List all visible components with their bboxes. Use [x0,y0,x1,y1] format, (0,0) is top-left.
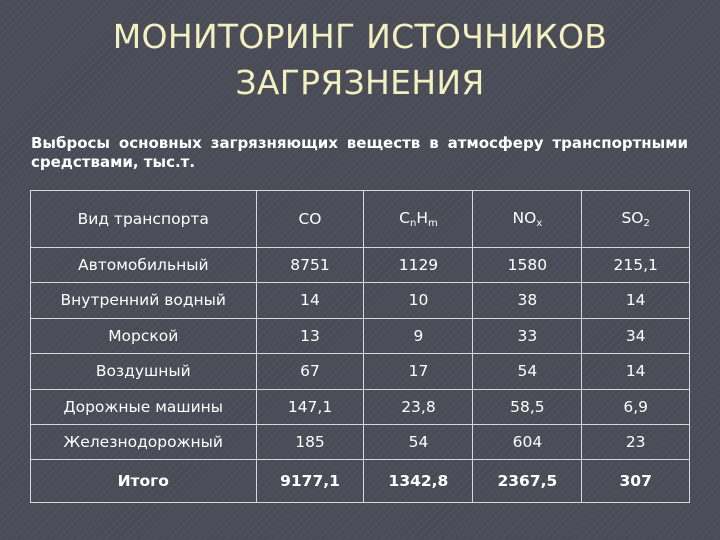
total-so2: 307 [582,460,690,503]
cell-nox: 54 [473,354,582,389]
table-row [31,354,690,389]
total-label: Итого [31,460,257,503]
cell-transport-type: Автомобильный [31,247,257,282]
header-cnhm-n: n [409,217,417,229]
header-co: CO [256,191,364,248]
cell-so2: 14 [582,283,690,318]
cell-cnhm: 1129 [364,247,473,282]
cell-transport-type: Внутренний водный [31,283,257,318]
cell-transport-type: Дорожные машины [31,389,257,424]
cell-cnhm: 54 [364,424,473,459]
table-row [31,424,690,459]
table-header-row [31,191,690,248]
header-nox-sub: x [536,217,543,229]
header-transport-type: Вид транспорта [31,191,257,248]
cell-cnhm: 17 [364,354,473,389]
total-cnhm: 1342,8 [364,460,473,503]
header-nox [473,191,582,248]
slide-title-line-2: ЗАГРЯЗНЕНИЯ [235,63,485,102]
header-so2-sub: 2 [643,217,650,229]
cell-co: 8751 [256,247,364,282]
table-row [31,318,690,353]
cell-cnhm: 10 [364,283,473,318]
cell-transport-type: Морской [31,318,257,353]
header-cnhm-h: H [416,208,428,227]
cell-so2: 34 [582,318,690,353]
cell-nox: 33 [473,318,582,353]
cell-nox: 604 [473,424,582,459]
cell-transport-type: Воздушный [31,354,257,389]
total-nox: 2367,5 [473,460,582,503]
cell-cnhm: 9 [364,318,473,353]
emissions-table [30,190,690,503]
cell-co: 147,1 [256,389,364,424]
cell-cnhm: 23,8 [364,389,473,424]
table-total-row [31,460,690,503]
header-cnhm-m: m [427,217,438,229]
table-row [31,247,690,282]
cell-so2: 6,9 [582,389,690,424]
cell-so2: 23 [582,424,690,459]
header-so2-base: SO [621,208,644,227]
table-row [31,283,690,318]
cell-co: 185 [256,424,364,459]
header-nox-base: NO [512,208,537,227]
cell-co: 13 [256,318,364,353]
header-cnhm-c: C [399,208,410,227]
table-row [31,389,690,424]
cell-transport-type: Железнодорожный [31,424,257,459]
cell-nox: 58,5 [473,389,582,424]
cell-co: 67 [256,354,364,389]
table-caption: Выбросы основных загрязняющих веществ в атмосферу транспортными средствами, тыс.т. [31,134,688,171]
cell-nox: 38 [473,283,582,318]
slide-title [60,14,660,106]
cell-so2: 14 [582,354,690,389]
total-co: 9177,1 [256,460,364,503]
header-so2 [582,191,690,248]
slide-title-line-1: МОНИТОРИНГ ИСТОЧНИКОВ [112,17,608,56]
cell-so2: 215,1 [582,247,690,282]
header-cnhm [364,191,473,248]
cell-nox: 1580 [473,247,582,282]
cell-co: 14 [256,283,364,318]
